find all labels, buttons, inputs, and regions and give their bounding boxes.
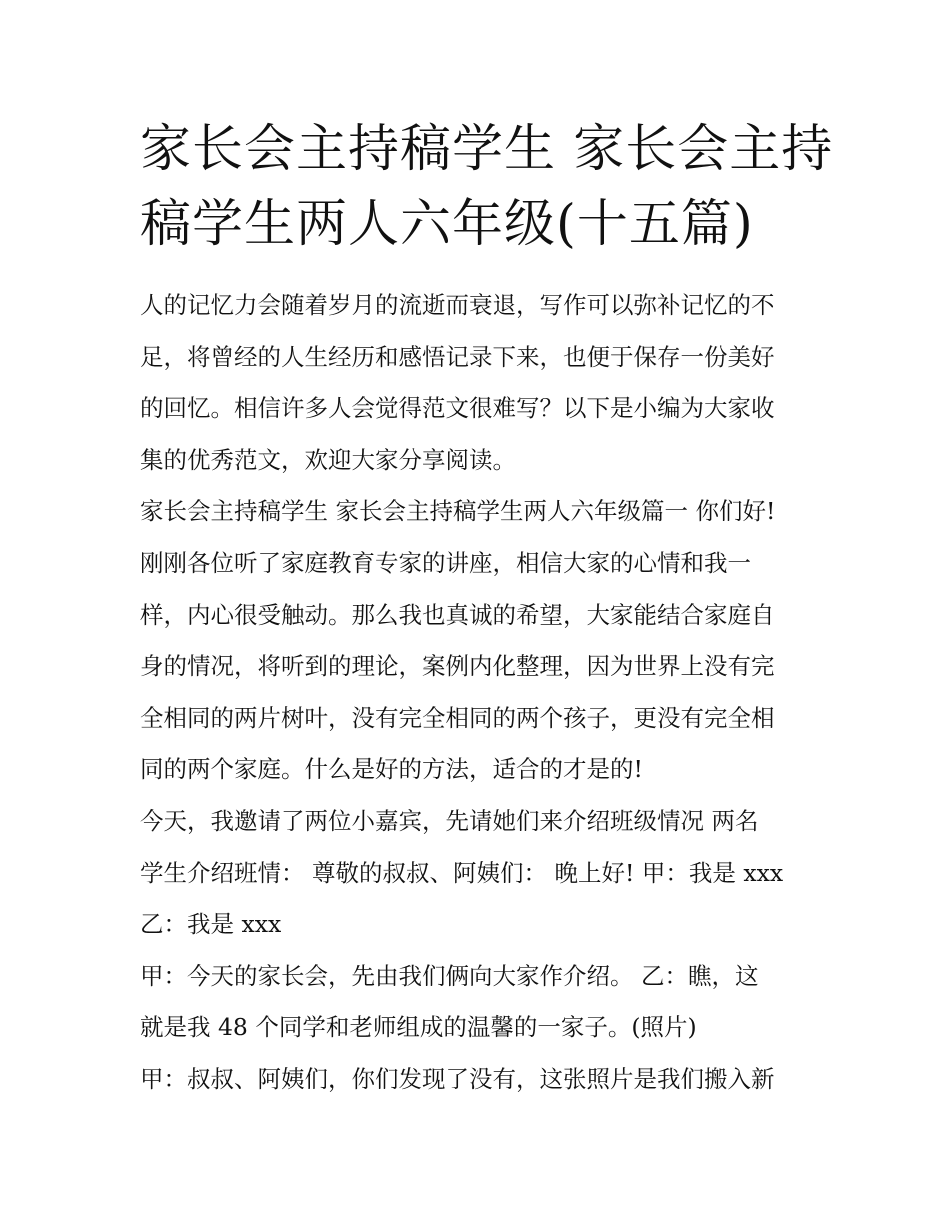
body-line: 同的两个家庭。什么是好的方法，适合的才是的! — [140, 755, 643, 784]
title-line: 稿学生两人六年级(十五篇) — [140, 195, 754, 254]
body-line: 今天，我邀请了两位小嘉宾，先请她们来介绍班级情况 两名 — [140, 806, 759, 835]
body-line: 身的情况，将听到的理论，案例内化整理，因为世界上没有完 — [140, 652, 775, 681]
body-line: 人的记忆力会随着岁月的流逝而衰退，写作可以弥补记忆的不 — [140, 291, 775, 319]
body-line: 甲：叔叔、阿姨们，你们发现了没有，这张照片是我们搬入新 — [140, 1064, 775, 1093]
body-line: 足，将曾经的人生经历和感悟记录下来，也便于保存一份美好 — [140, 342, 775, 371]
document-title — [140, 112, 834, 262]
body-line: 集的优秀范文，欢迎大家分享阅读。 — [140, 445, 516, 474]
body-line: 学生介绍班情： 尊敬的叔叔、阿姨们： 晚上好! 甲：我是 xxx — [140, 858, 784, 887]
body-line: 甲：今天的家长会，先由我们俩向大家作介绍。 乙：瞧，这 — [140, 961, 759, 990]
body-line: 样，内心很受触动。那么我也真诚的希望，大家能结合家庭自 — [140, 600, 775, 629]
body-line: 全相同的两片树叶，没有完全相同的两个孩子，更没有完全相 — [140, 703, 775, 732]
body-line: 的回忆。相信许多人会觉得范文很难写？以下是小编为大家收 — [140, 394, 775, 423]
body-line: 乙：我是 xxx — [140, 910, 282, 939]
body-line: 就是我 48 个同学和老师组成的温馨的一家子。(照片) — [140, 1013, 697, 1042]
title-line: 家长会主持稿学生 家长会主持 — [140, 120, 834, 179]
body-line: 刚刚各位听了家庭教育专家的讲座，相信大家的心情和我一 — [140, 548, 751, 577]
document-body — [140, 280, 830, 1106]
body-line: 家长会主持稿学生 家长会主持稿学生两人六年级篇一 你们好! — [140, 497, 776, 526]
